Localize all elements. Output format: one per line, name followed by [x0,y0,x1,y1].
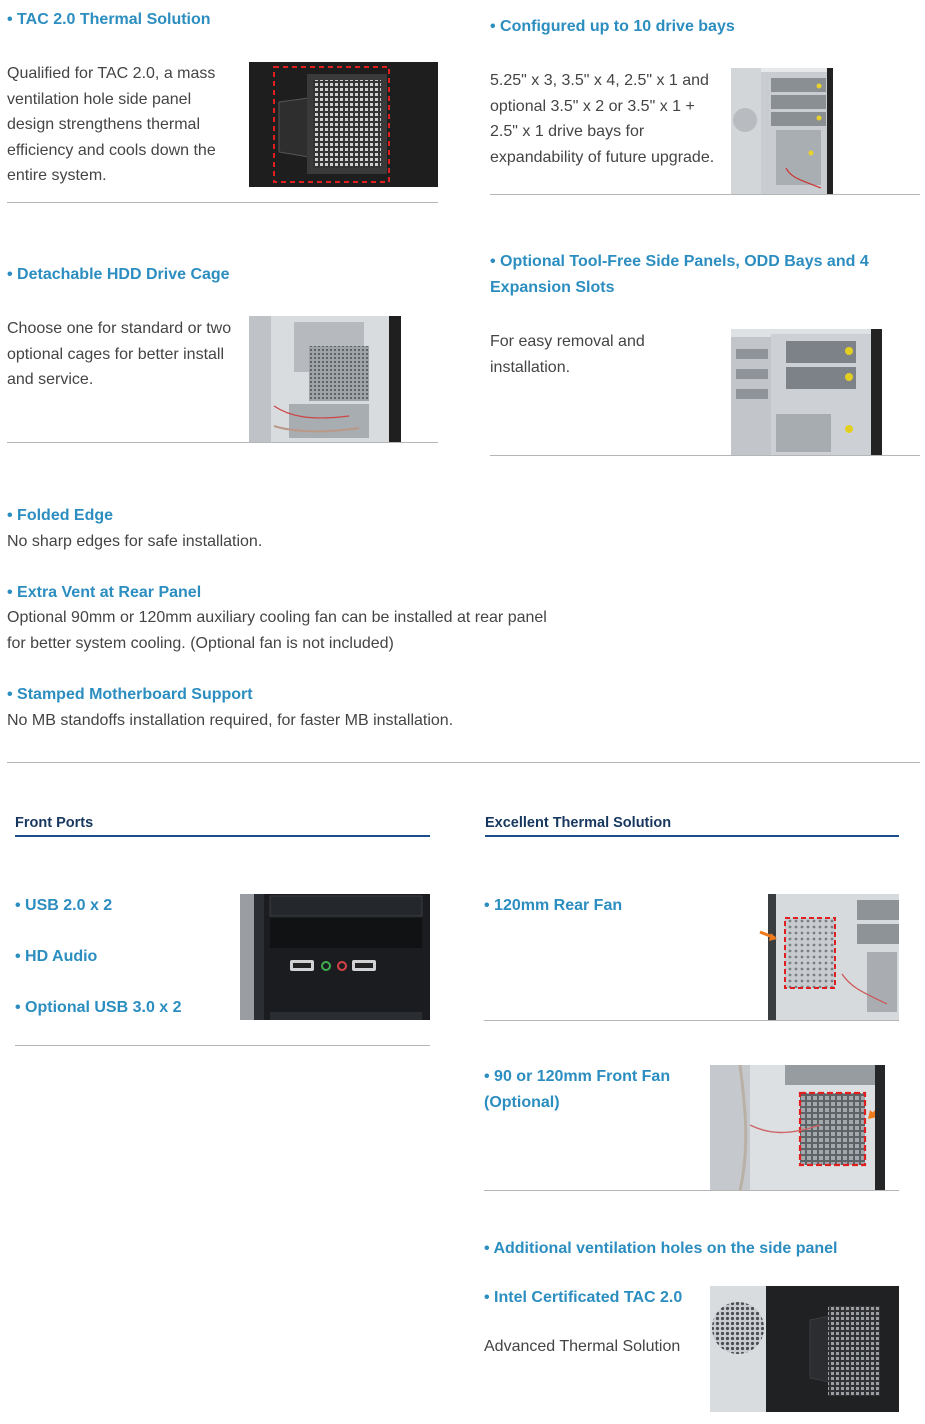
thermal-heading-rule [485,835,899,837]
mb-support-text: No MB standoffs installation required, for faster MB installation. [7,712,454,729]
intel-tac-heading: • Intel Certificated TAC 2.0 [484,1289,683,1306]
hdd-cage-heading: • Detachable HDD Drive Cage [7,266,230,283]
drive-bays-photo [731,68,833,194]
tool-free-photo [731,329,882,455]
side-holes-heading: • Additional ventilation holes on the side panel [484,1240,838,1257]
extra-vent-heading: • Extra Vent at Rear Panel [7,584,202,601]
intel-tac-photo [710,1286,899,1412]
mb-support-heading: • Stamped Motherboard Support [7,686,253,703]
front-port-hd-audio: • HD Audio [15,948,98,965]
drive-bays-divider [490,194,920,195]
tac-side-panel-photo [249,62,438,187]
front-ports-photo [240,894,430,1020]
drive-bays-description: 5.25" x 3, 3.5" x 4, 2.5" x 1 and optional 3.5" x 2 or 3.5" x 1 + 2.5" x 1 drive bays for expandability of future upgrade. [490,72,715,166]
front-ports-divider [15,1045,430,1046]
rear-fan-photo [757,894,899,1020]
tool-free-description: For easy removal and installation. [490,333,645,376]
front-ports-heading-rule [15,835,430,837]
front-fan-heading: • 90 or 120mm Front Fan (Optional) [484,1068,671,1111]
front-port-usb3: • Optional USB 3.0 x 2 [15,999,182,1016]
folded-edge-text: No sharp edges for safe installation. [7,533,263,550]
extra-vent-text: Optional 90mm or 120mm auxiliary cooling fan can be installed at rear panel for better system cooling. (Optional fan is not included) [7,609,547,652]
hdd-cage-photo [249,316,401,442]
front-fan-photo [710,1065,885,1191]
rear-fan-divider [484,1020,899,1021]
tac-heading: • TAC 2.0 Thermal Solution [7,11,211,28]
features-divider [7,762,920,763]
front-ports-heading: Front Ports [15,815,94,831]
rear-fan-heading: • 120mm Rear Fan [484,897,623,914]
drive-bays-heading: • Configured up to 10 drive bays [490,18,735,35]
hdd-cage-divider [7,442,438,443]
thermal-heading: Excellent Thermal Solution [485,815,672,831]
tool-free-heading: • Optional Tool-Free Side Panels, ODD Bays and 4 Expansion Slots [490,253,869,296]
front-port-usb2: • USB 2.0 x 2 [15,897,113,914]
tac-description: Qualified for TAC 2.0, a mass ventilation hole side panel design strengthens thermal efficiency and cools down the entire system. [7,65,216,184]
hdd-cage-description: Choose one for standard or two optional cages for better install and service. [7,320,232,388]
tac-divider [7,202,438,203]
front-fan-divider [484,1190,899,1191]
tool-free-divider [490,455,920,456]
folded-edge-heading: • Folded Edge [7,507,114,524]
intel-tac-description: Advanced Thermal Solution [484,1338,681,1355]
